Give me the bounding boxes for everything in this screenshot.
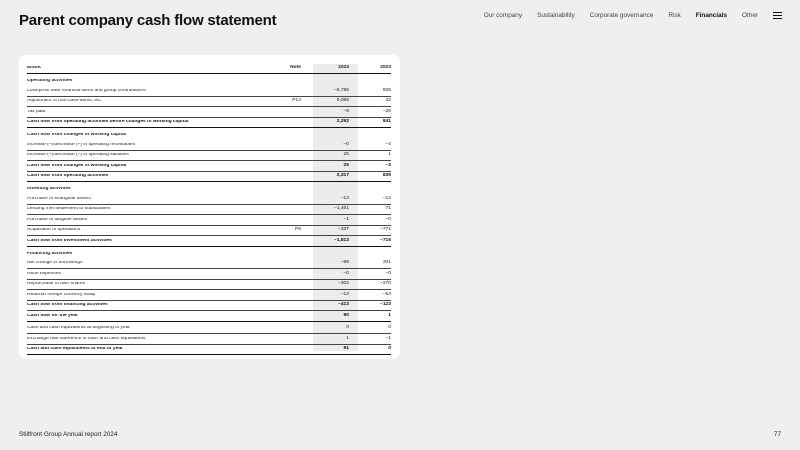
row-value-2024: –0: [343, 270, 349, 276]
subtotal-row: [27, 161, 391, 172]
row-label: Acquisition of operations: [27, 228, 81, 233]
row-label: Cash flow from financing activities: [27, 303, 108, 308]
row-value-2023: –1: [385, 335, 391, 341]
table-row: [27, 280, 391, 291]
row-label: Cash flow from operating activities before changes in working capital: [27, 120, 189, 125]
row-value-2024: 9,086: [336, 98, 349, 104]
row-note: P14: [292, 98, 301, 104]
row-label: Cash and cash equivalents at end of year: [27, 347, 123, 352]
row-label: Cash flow from changes in working capital: [27, 163, 127, 168]
header-2023: 2023: [380, 65, 391, 71]
top-navigation: [469, 12, 782, 19]
nav-item-sustainability[interactable]: Sustainability: [537, 12, 575, 19]
row-value-2023: 71: [385, 206, 391, 212]
table-row: [27, 259, 391, 270]
row-value-2024: –1: [343, 216, 349, 222]
row-value-2023: –123: [380, 302, 391, 308]
row-value-2023: 201: [382, 260, 391, 266]
table-row: [27, 194, 391, 205]
row-value-2024: –1,461: [334, 206, 349, 212]
header-msek: MSEK: [27, 66, 42, 71]
row-value-2024: 25: [343, 162, 349, 168]
table-row: [27, 324, 391, 335]
row-value-2023: –54: [382, 291, 391, 297]
row-value-2023: –26: [382, 108, 391, 114]
row-value-2023: 0: [388, 346, 391, 352]
row-value-2023: 826: [382, 87, 391, 93]
row-label: Loss/profit after financial items and group contributions: [27, 88, 146, 93]
row-value-2024: 25: [343, 152, 349, 158]
table-row: [27, 97, 391, 108]
final-total-row: [27, 345, 391, 356]
row-value-2024: 0: [346, 325, 349, 331]
row-value-2024: 1: [346, 335, 349, 341]
row-label: Issue expenses: [27, 271, 61, 276]
cash-flow-card: [19, 55, 400, 359]
row-value-2024: –337: [338, 227, 349, 233]
page-number: 77: [773, 431, 781, 438]
row-label: Cash flow for the year: [27, 313, 79, 318]
row-label: Cash and cash equivalents at beginning of year: [27, 326, 131, 331]
row-value-2023: –0: [385, 270, 391, 276]
row-value-2024: –1,813: [334, 237, 349, 243]
row-label: Financing activities: [27, 251, 73, 256]
row-label: Realized foreign currency swap: [27, 292, 96, 297]
section-heading-row: [27, 182, 391, 194]
row-value-2024: –413: [338, 302, 349, 308]
row-value-2023: –771: [380, 227, 391, 233]
nav-item-other[interactable]: Other: [742, 12, 758, 19]
table-row: [27, 269, 391, 280]
row-label: Repurchase of own shares: [27, 282, 86, 287]
row-value-2023: –0: [385, 216, 391, 222]
row-label: Lending /net settlement to subsidiaries: [27, 207, 111, 212]
row-value-2024: –12: [340, 291, 349, 297]
row-value-2024: 90: [343, 312, 349, 318]
row-label: Investing activities: [27, 187, 71, 192]
total-row: [27, 311, 391, 322]
table-row: [27, 226, 391, 237]
table-row: [27, 205, 391, 216]
footer-report-title: Stillfront Group Annual report 2024: [19, 431, 118, 438]
row-label: Cash flow from changes in working capital: [27, 133, 127, 138]
table-row: [27, 290, 391, 301]
table-row: [27, 140, 391, 151]
row-label: Cash flow from investment activities: [27, 238, 112, 243]
row-value-2023: –3: [385, 162, 391, 168]
row-label: Cash flow from operating activities: [27, 174, 109, 179]
table-row: [27, 107, 391, 118]
page-title: Parent company cash flow statement: [19, 12, 277, 29]
row-value-2024: –14: [340, 195, 349, 201]
row-value-2023: –270: [380, 281, 391, 287]
row-label: Purchase of tangible assets: [27, 217, 88, 222]
row-value-2023: 841: [382, 119, 391, 125]
nav-item-financials[interactable]: Financials: [695, 12, 728, 19]
row-label: Exchange rate difference in cash and cash equivalents: [27, 336, 146, 341]
table-header-row: [27, 64, 391, 74]
row-value-2024: 91: [343, 346, 349, 352]
row-value-2024: 2,317: [336, 173, 349, 179]
row-label: Adjustment of non-cash-items, etc.: [27, 99, 103, 104]
row-value-2023: 1: [388, 152, 391, 158]
row-value-2024: –99: [340, 260, 349, 266]
nav-item-risk[interactable]: Risk: [668, 12, 681, 19]
total-row: [27, 118, 391, 129]
nav-item-corporate-governance[interactable]: Corporate governance: [589, 12, 654, 19]
row-label: Increase (+)/decrease (–) in operating liabilities: [27, 153, 129, 158]
nav-item-our-company[interactable]: Our company: [483, 12, 523, 19]
row-value-2024: –6,785: [334, 87, 349, 93]
header-2024: 2024: [338, 65, 349, 71]
row-value-2024: –0: [343, 141, 349, 147]
row-label: Net change in borrowings: [27, 261, 83, 266]
row-label: Operating activities: [27, 79, 73, 84]
row-value-2023: –4: [385, 141, 391, 147]
row-label: Increase (–)/decrease (+) in operating receivables: [27, 142, 136, 147]
row-value-2023: –715: [380, 237, 391, 243]
table-row: [27, 215, 391, 226]
total-row: [27, 236, 391, 247]
row-label: Purchase of intangible assets: [27, 196, 91, 201]
row-value-2023: 0: [388, 325, 391, 331]
cash-flow-table: [27, 64, 391, 355]
row-label: Tax paid: [27, 109, 46, 114]
table-row: [27, 151, 391, 162]
row-value-2024: 2,292: [336, 119, 349, 125]
section-heading-row: [27, 128, 391, 140]
row-note: P8: [295, 227, 301, 233]
row-value-2023: 1: [388, 312, 391, 318]
subtotal-row: [27, 301, 391, 312]
row-value-2023: 839: [382, 173, 391, 179]
hamburger-menu-icon[interactable]: [773, 12, 782, 19]
row-value-2024: –9: [343, 108, 349, 114]
section-heading-row: [27, 247, 391, 259]
row-value-2024: –302: [338, 281, 349, 287]
row-value-2023: –14: [382, 195, 391, 201]
table-row: [27, 86, 391, 97]
header-note: Note: [290, 65, 301, 71]
row-value-2023: 42: [385, 98, 391, 104]
section-heading-row: [27, 74, 391, 86]
table-row: [27, 334, 391, 345]
total-row: [27, 172, 391, 183]
